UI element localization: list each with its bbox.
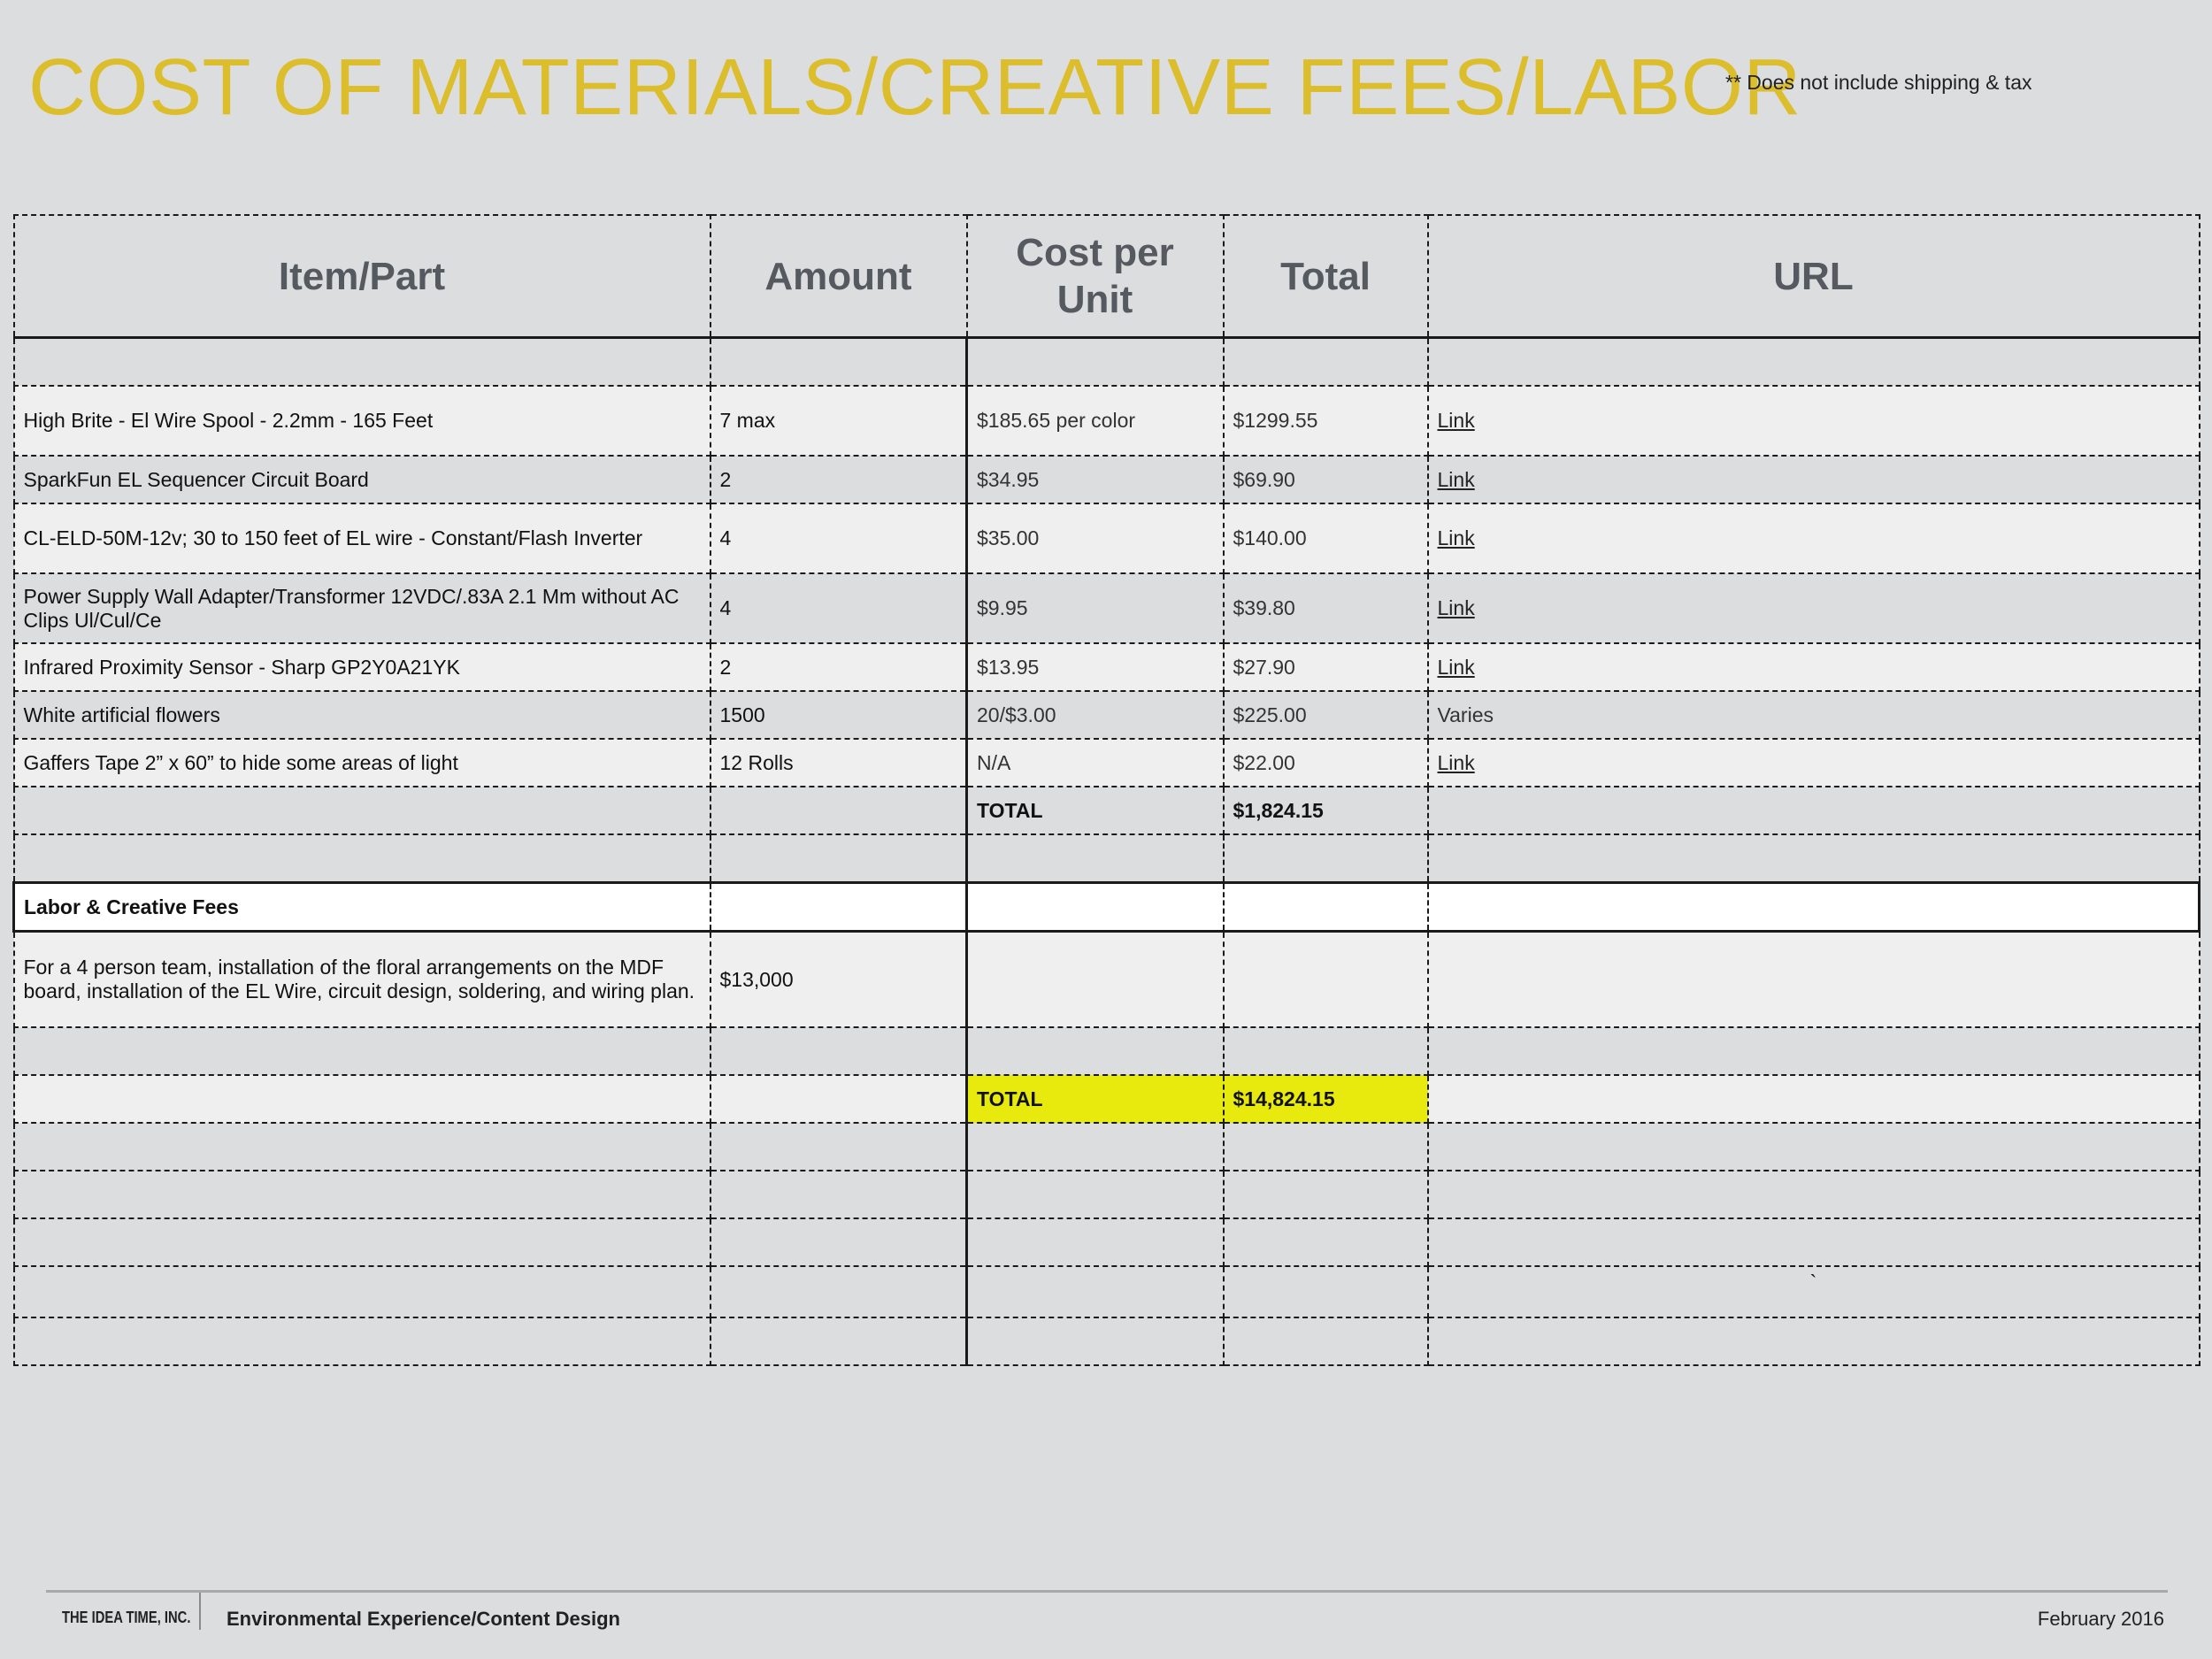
item-link[interactable]: Link	[1437, 596, 1475, 619]
item-cell: White artificial flowers	[14, 691, 710, 739]
amount-cell: 2	[710, 643, 967, 691]
company-logo-text: THE IDEA TIME, INC.	[62, 1609, 191, 1626]
cost-cell: $185.65 per color	[967, 386, 1224, 456]
page-title: COST OF MATERIALS/CREATIVE FEES/LABOR	[28, 43, 1801, 132]
labor-row	[14, 932, 2200, 1028]
header-amount: Amount	[710, 215, 967, 338]
blank-row	[14, 1317, 2200, 1365]
amount-cell: 1500	[710, 691, 967, 739]
item-link[interactable]: Link	[1437, 526, 1475, 549]
cost-cell: $35.00	[967, 503, 1224, 573]
total-cell: $1299.55	[1224, 386, 1428, 456]
blank-row	[14, 1171, 2200, 1218]
labor-description: For a 4 person team, installation of the floral arrangements on the MDF board, installation of the EL Wire, circuit design, soldering, and wiring plan.	[14, 932, 710, 1028]
cost-cell: N/A	[967, 739, 1224, 787]
item-cell: CL-ELD-50M-12v; 30 to 150 feet of EL wire - Constant/Flash Inverter	[14, 503, 710, 573]
materials-total-row	[14, 787, 2200, 834]
item-cell: High Brite - El Wire Spool - 2.2mm - 165 Feet	[14, 386, 710, 456]
item-link[interactable]: Link	[1437, 750, 1475, 774]
amount-cell: 4	[710, 503, 967, 573]
table-row	[14, 503, 2200, 573]
labor-amount: $13,000	[710, 932, 967, 1028]
table-row	[14, 386, 2200, 456]
table-row	[14, 643, 2200, 691]
item-cell: SparkFun EL Sequencer Circuit Board	[14, 456, 710, 503]
materials-total-value: $1,824.15	[1224, 787, 1428, 834]
header-item-part: Item/Part	[14, 215, 710, 338]
total-cell: $27.90	[1224, 643, 1428, 691]
table-row	[14, 573, 2200, 643]
table-row	[14, 739, 2200, 787]
grand-total-label: TOTAL	[967, 1075, 1224, 1123]
cost-cell: $34.95	[967, 456, 1224, 503]
cost-cell: 20/$3.00	[967, 691, 1224, 739]
item-link[interactable]: Link	[1437, 467, 1475, 491]
total-cell: $225.00	[1224, 691, 1428, 739]
header-cost-per-unit: Cost per Unit	[967, 215, 1224, 338]
blank-row	[14, 1027, 2200, 1075]
labor-section-label: Labor & Creative Fees	[14, 883, 710, 932]
cost-table	[12, 214, 2200, 1366]
footer-tagline: Environmental Experience/Content Design	[227, 1608, 620, 1630]
stray-mark: `	[1428, 1266, 2200, 1317]
item-cell: Gaffers Tape 2” x 60” to hide some areas of light	[14, 739, 710, 787]
total-cell: $69.90	[1224, 456, 1428, 503]
item-link[interactable]: Link	[1437, 409, 1475, 432]
total-cell: $22.00	[1224, 739, 1428, 787]
labor-section-row	[14, 883, 2200, 932]
amount-cell: 2	[710, 456, 967, 503]
amount-cell: 4	[710, 573, 967, 643]
blank-row	[14, 834, 2200, 883]
blank-row	[14, 1218, 2200, 1266]
amount-cell: 12 Rolls	[710, 739, 967, 787]
header-total: Total	[1224, 215, 1428, 338]
item-cell: Infrared Proximity Sensor - Sharp GP2Y0A21YK	[14, 643, 710, 691]
table-header-row	[14, 215, 2200, 338]
header-url: URL	[1428, 215, 2200, 338]
grand-total-row	[14, 1075, 2200, 1123]
cost-cell: $9.95	[967, 573, 1224, 643]
item-link[interactable]: Link	[1437, 655, 1475, 679]
total-cell: $140.00	[1224, 503, 1428, 573]
blank-row	[14, 338, 2200, 387]
url-text-cell: Varies	[1428, 691, 2200, 739]
grand-total-value: $14,824.15	[1224, 1075, 1428, 1123]
footer-divider	[199, 1593, 201, 1630]
footer-date: February 2016	[2037, 1608, 2164, 1630]
materials-total-label: TOTAL	[967, 787, 1224, 834]
disclaimer-note: ** Does not include shipping & tax	[1725, 71, 2032, 94]
blank-row	[14, 1123, 2200, 1171]
footer-rule	[46, 1590, 2168, 1593]
table-row	[14, 691, 2200, 739]
blank-row	[14, 1266, 2200, 1317]
amount-cell: 7 max	[710, 386, 967, 456]
cost-cell: $13.95	[967, 643, 1224, 691]
total-cell: $39.80	[1224, 573, 1428, 643]
table-row	[14, 456, 2200, 503]
item-cell: Power Supply Wall Adapter/Transformer 12VDC/.83A 2.1 Mm without AC Clips Ul/Cul/Ce	[14, 573, 710, 643]
